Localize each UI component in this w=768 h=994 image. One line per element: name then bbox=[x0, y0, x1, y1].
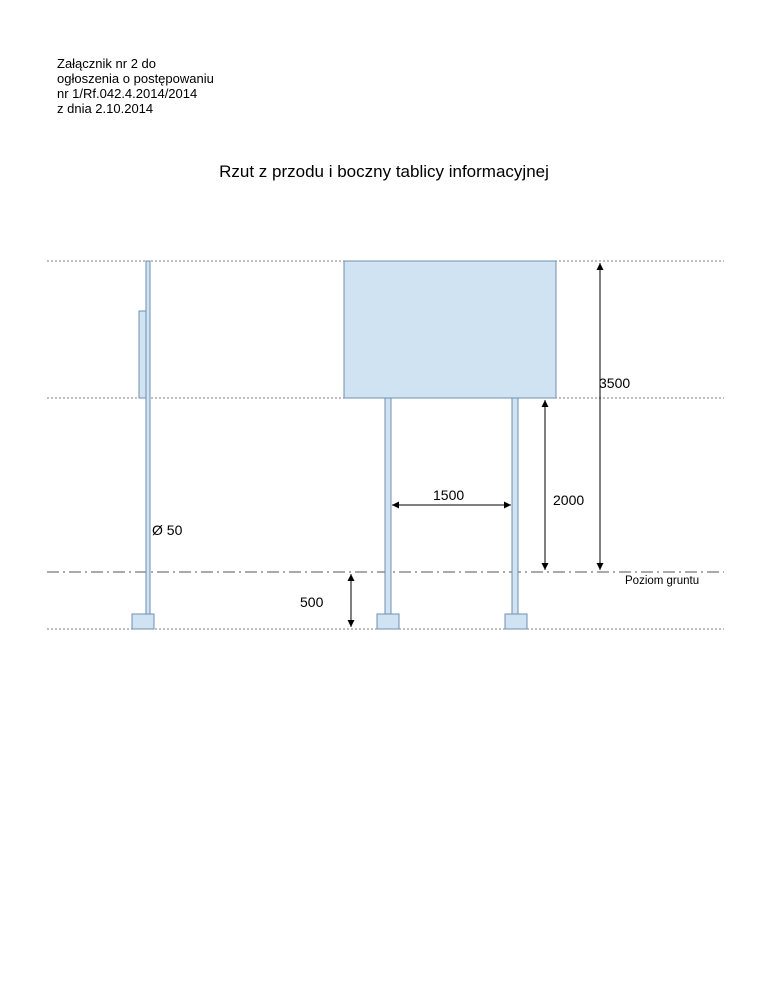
dimension-1500-label: 1500 bbox=[433, 487, 465, 503]
dimension-500-label: 500 bbox=[300, 594, 324, 610]
header-line-1: Załącznik nr 2 do bbox=[57, 56, 156, 71]
header-line-4: z dnia 2.10.2014 bbox=[57, 101, 154, 116]
side-view bbox=[132, 261, 154, 629]
information-board bbox=[344, 261, 556, 398]
side-view-foundation bbox=[132, 614, 154, 629]
front-view bbox=[344, 261, 556, 629]
drawing-title: Rzut z przodu i boczny tablicy informacyjnej bbox=[219, 162, 549, 181]
post-diameter-label: Ø 50 bbox=[152, 522, 183, 538]
side-view-board bbox=[139, 311, 146, 398]
left-post bbox=[385, 398, 391, 614]
right-post bbox=[512, 398, 518, 614]
right-foundation bbox=[505, 614, 527, 629]
header-line-2: ogłoszenia o postępowaniu bbox=[57, 71, 214, 86]
dimension-2000-label: 2000 bbox=[553, 492, 585, 508]
dimension-3500-label: 3500 bbox=[599, 375, 631, 391]
side-view-post bbox=[146, 261, 150, 614]
left-foundation bbox=[377, 614, 399, 629]
header-line-3: nr 1/Rf.042.4.2014/2014 bbox=[57, 86, 198, 101]
ground-level-label: Poziom gruntu bbox=[625, 575, 700, 587]
